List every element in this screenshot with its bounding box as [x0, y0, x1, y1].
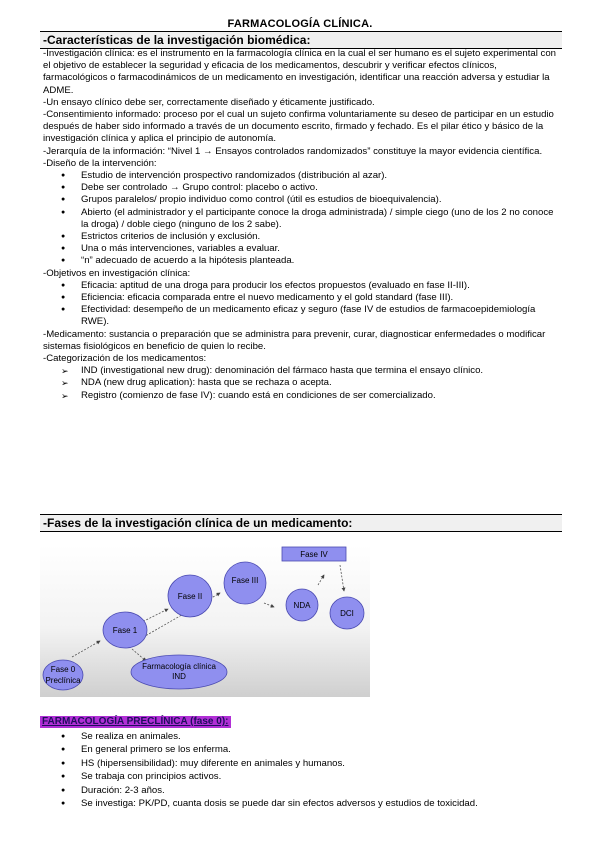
- label-ind-line2: IND: [172, 672, 186, 681]
- list-item: ● Eficiencia: eficacia comparada entre el nuevo medicamento y el gold standard (fase III).: [43, 292, 558, 304]
- list-item: ● Efectividad: desempeño de un medicamento eficaz y seguro (fase IV de estudios de farmacoepidemiología RWE).: [43, 304, 558, 328]
- preclinica-heading: FARMACOLOGÍA PRECLÍNICA (fase 0):: [42, 716, 229, 727]
- list-item: ● Estrictos criterios de inclusión y exclusión.: [43, 231, 558, 243]
- paragraph-ensayo: -Un ensayo clínico debe ser, correctamente diseñado y éticamente justificado.: [43, 96, 375, 108]
- section-heading-fases: [40, 514, 562, 532]
- list-item: ● En general primero se los enferma.: [43, 743, 558, 756]
- label-fase4: Fase IV: [300, 550, 328, 559]
- list-item: ● “n” adecuado de acuerdo a la hipótesis planteada.: [43, 255, 558, 267]
- list-item: ➢ IND (investigational new drug): denominación del fármaco hasta que termina el ensayo clínico.: [43, 365, 558, 377]
- preclinica-section: [43, 730, 558, 810]
- label-fase2: Fase II: [177, 592, 203, 601]
- list-item: ● Estudio de intervención prospectivo randomizados (distribución al azar).: [43, 170, 558, 182]
- paragraph-medicamento: -Medicamento: sustancia o preparación que se administra para prevenir, curar, diagnosticar enfermedades o modificar sistemas fisiológicos en beneficio de quien lo recibe.: [43, 328, 546, 352]
- paragraph-objetivos: -Objetivos en investigación clínica:: [43, 267, 191, 279]
- label-nda: NDA: [293, 601, 311, 610]
- preclinica-list: [43, 730, 558, 810]
- paragraph-consentimiento: -Consentimiento informado: proceso por el cual un sujeto confirma voluntariamente su deseo de participar en un estudio después de haber sido informado a través de un documento escrito, firmado y fechado. Es el pilar ético y básico de la investigación clínica y aplica el principio de autonomía.: [43, 109, 554, 145]
- list-item: ● Abierto (el administrador y el participante conoce la droga administrada) / simple ciego (uno de los 2 no conoce la droga) / doble ciego (ninguno de los 2 sabe).: [43, 207, 558, 231]
- label-fase1: Fase 1: [112, 626, 138, 635]
- list-item: ● Se investiga: PK/PD, cuanta dosis se puede dar sin efectos adversos y estudios de toxicidad.: [43, 797, 558, 810]
- phases-diagram: [40, 545, 370, 697]
- label-fase0: Fase 0: [50, 665, 76, 674]
- label-fase3: Fase III: [231, 576, 259, 585]
- page-title: FARMACOLOGÍA CLÍNICA.: [227, 18, 373, 30]
- label-ind-line1: Farmacología clínica: [142, 662, 216, 671]
- list-item: ● Grupos paralelos/ propio individuo como control (útil es estudios de bioequivalencia).: [43, 194, 558, 206]
- list-item: ➢ Registro (comienzo de fase IV): cuando está en condiciones de ser comercializado.: [43, 390, 558, 402]
- objectives-list: [43, 280, 558, 329]
- phases-diagram-svg: [40, 545, 370, 697]
- category-list: [43, 365, 558, 402]
- label-dci: DCI: [340, 609, 354, 618]
- list-item: ● Debe ser controlado → Grupo control: placebo o activo.: [43, 182, 558, 194]
- paragraph-diseno: -Diseño de la intervención:: [43, 157, 157, 169]
- list-item: ● Una o más intervenciones, variables a evaluar.: [43, 243, 558, 255]
- section-body-biomedical: [43, 48, 558, 402]
- list-item: ➢ NDA (new drug aplication): hasta que se rechaza o acepta.: [43, 377, 558, 389]
- list-item: ● HS (hipersensibilidad): muy diferente en animales y humanos.: [43, 757, 558, 770]
- section-heading-text: -Características de la investigación biomédica:: [43, 33, 311, 47]
- paragraph-jerarquia: -Jerarquía de la información: “Nivel 1 → Ensayos controlados randomizados” constituye la mayor evidencia científica.: [43, 145, 543, 157]
- section-heading-text: -Fases de la investigación clínica de un medicamento:: [43, 516, 353, 530]
- list-item: ● Se trabaja con principios activos.: [43, 770, 558, 783]
- paragraph-categorizacion: -Categorización de los medicamentos:: [43, 353, 207, 365]
- list-item: ● Eficacia: aptitud de una droga para producir los efectos propuestos (evaluado en fase II-III).: [43, 280, 558, 292]
- design-list: [43, 170, 558, 268]
- list-item: ● Se realiza en animales.: [43, 730, 558, 743]
- list-item: ● Duración: 2-3 años.: [43, 784, 558, 797]
- paragraph-investigacion: -Investigación clínica: es el instrumento en la farmacología clínica en la cual el ser humano es el sujeto experimental con el objetivo de establecer la seguridad y eficacia de los medicamentos, descubrir y verificar efectos clínicos, farmacológicos o farmacodinámicos de un medicamento en investigación, identificar una reacción adversa y estudiar la ADME.: [43, 48, 557, 96]
- section-heading-biomedical: [40, 31, 562, 49]
- label-preclinica: Preclínica: [45, 676, 81, 685]
